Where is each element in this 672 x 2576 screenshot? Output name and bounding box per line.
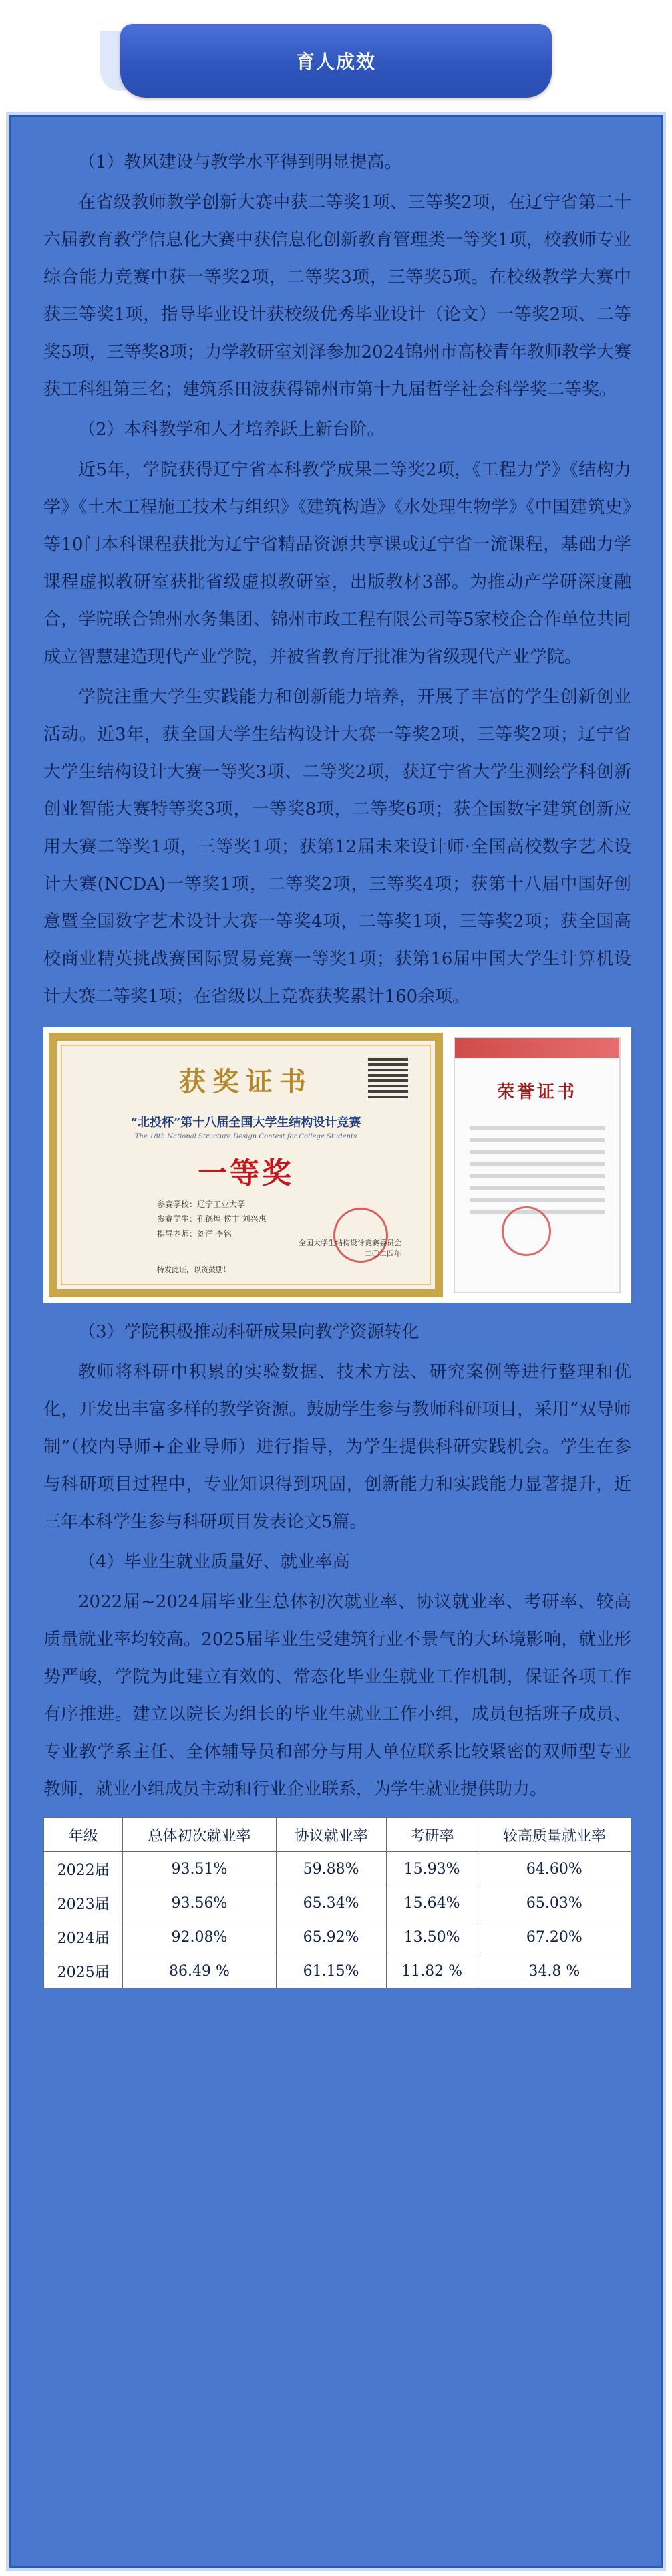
section-1-paragraph: 在省级教师教学创新大赛中获二等奖1项、三等奖2项，在辽宁省第二十六届教育教学信息化大赛中获信息化创新教育管理类一等奖1项，校教师专业综合能力竞赛中获一等奖2项，二等奖3项，三等奖5项。在校级教学大赛中获三等奖1项，指导毕业设计获校级优秀毕业设计（论文）一等奖2项、二等奖5项，三等奖8项；力学教研室刘泽参加2024锦州市高校青年教师教学大赛获工科组第三名；建筑系田波获得锦州市第十九届哲学社会科学奖二等奖。 (43, 192, 631, 400)
certificate-side-title: 荣誉证书 (496, 1082, 577, 1102)
certificate-side-band (455, 1038, 619, 1058)
table-cell: 13.50% (386, 1920, 478, 1954)
table-cell: 2023届 (44, 1886, 123, 1920)
section-1-heading: （1）教风建设与教学水平得到明显提高。 (78, 152, 402, 172)
table-row (44, 1886, 631, 1920)
table-cell: 92.08% (123, 1920, 276, 1954)
table-cell: 11.82 % (386, 1954, 478, 1988)
certificate-issuer (281, 1237, 401, 1259)
table-cell: 2025届 (44, 1954, 123, 1988)
table-cell: 65.92% (276, 1920, 386, 1954)
table-cell: 93.51% (123, 1852, 276, 1886)
section-4-heading: （4）毕业生就业质量好、就业率高 (78, 1552, 350, 1572)
table-row (44, 1954, 631, 1988)
table-header-cell: 较高质量就业率 (478, 1818, 631, 1852)
table-cell: 59.88% (276, 1852, 386, 1886)
table-cell: 34.8 % (478, 1954, 631, 1988)
certificate-side (454, 1037, 621, 1293)
content-body (43, 144, 631, 1988)
certificate-competition-en: The 18th National Structure Design Contest for College Students (134, 1133, 357, 1140)
table-header-cell: 年级 (44, 1818, 123, 1852)
section-2-heading: （2）本科教学和人才培养跃上新台阶。 (78, 420, 385, 440)
employment-table (43, 1817, 631, 1988)
certificate-date: 二〇二四年 (365, 1249, 401, 1258)
content-panel (9, 115, 663, 2568)
table-cell: 93.56% (123, 1886, 276, 1920)
page-title: 育人成效 (295, 51, 376, 73)
certificate-note: 特发此证，以资鼓励！ (157, 1265, 230, 1274)
section-3-paragraph: 教师将科研中积累的实验数据、技术方法、研究案例等进行整理和优化，开发出丰富多样的教学资源。鼓励学生参与教师科研项目，采用“双导师制”（校内导师+企业导师）进行指导，为学生提供科研实践机会。学生在参与科研项目过程中，专业知识得到巩固，创新能力和实践能力显著提升，近三年本科学生参与科研项目发表论文5篇。 (43, 1362, 631, 1532)
section-4-paragraph: 2022届~2024届毕业生总体初次就业率、协议就业率、考研率、较高质量就业率均较高。2025届毕业生受建筑行业不景气的大环境影响，就业形势严峻，学院为此建立有效的、常态化毕业生就业工作机制，保证各项工作有序推进。建立以院长为组长的毕业生就业工作小组，成员包括班子成员、专业教学系主任、全体辅导员和部分与用人单位联系比较紧密的双师型专业教师，就业小组成员主动和行业企业联系，为学生就业提供助力。 (43, 1592, 631, 1799)
section-3-heading: （3）学院积极推动科研成果向教学资源转化 (78, 1322, 419, 1342)
certificate-main (49, 1033, 443, 1297)
table-row (44, 1852, 631, 1886)
table-cell: 61.15% (276, 1954, 386, 1988)
table-cell: 2022届 (44, 1852, 123, 1886)
table-cell: 65.03% (478, 1886, 631, 1920)
table-cell: 15.64% (386, 1886, 478, 1920)
table-header-row (44, 1818, 631, 1852)
seal-stamp-icon (502, 1206, 551, 1256)
table-cell: 65.34% (276, 1886, 386, 1920)
table-cell: 15.93% (386, 1852, 478, 1886)
table-cell: 64.60% (478, 1852, 631, 1886)
award-certificates-photo (43, 1027, 631, 1303)
title-banner (120, 24, 552, 98)
certificate-school: 参赛学校：辽宁工业大学 (157, 1200, 246, 1209)
certificate-issuer-name: 全国大学生结构设计竞赛委员会 (299, 1239, 401, 1247)
table-cell: 67.20% (478, 1920, 631, 1954)
table-header-cell: 考研率 (386, 1818, 478, 1852)
certificate-teacher: 指导老师：刘洋 李铭 (157, 1229, 232, 1239)
table-header-cell: 协议就业率 (276, 1818, 386, 1852)
section-2-paragraph-2: 学院注重大学生实践能力和创新能力培养，开展了丰富的学生创新创业活动。近3年，获全国大学生结构设计大赛一等奖2项，三等奖2项；辽宁省大学生结构设计大赛一等奖3项、二等奖2项，获辽宁省大学生测绘学科创新创业智能大赛特等奖3项，一等奖8项，二等奖6项；获全国数字建筑创新应用大赛二等奖1项，三等奖1项；获第12届未来设计师·全国高校数字艺术设计大赛(NCDA)一等奖1项，二等奖2项，三等奖4项；获第十八届中国好创意暨全国数字艺术设计大赛一等奖4项，二等奖1项，三等奖2项；获全国高校商业精英挑战赛国际贸易竞赛一等奖1项；获第16届中国大学生计算机设计大赛二等奖1项；在省级以上竞赛获奖累计160余项。 (43, 687, 631, 1007)
table-header-cell: 总体初次就业率 (123, 1818, 276, 1852)
certificate-competition: “北投杯”第十八届全国大学生结构设计竞赛 (130, 1116, 361, 1130)
certificate-side-text-lines (470, 1118, 605, 1222)
table-cell: 2024届 (44, 1920, 123, 1954)
table-row (44, 1920, 631, 1954)
table-cell: 86.49 % (123, 1954, 276, 1988)
certificate-award: 一等奖 (198, 1156, 294, 1190)
certificate-team: 参赛学生：孔德煌 侯丰 刘兴惠 (157, 1214, 267, 1224)
section-2-paragraph-1: 近5年，学院获得辽宁省本科教学成果二等奖2项，《工程力学》《结构力学》《土木工程施工技术与组织》《建筑构造》《水处理生物学》《中国建筑史》等10门本科课程获批为辽宁省精品资源共享课或辽宁省一流课程，基础力学课程虚拟教研室获批省级虚拟教研室，出版教材3部。为推动产学研深度融合，学院联合锦州水务集团、锦州市政工程有限公司等5家校企合作单位共同成立智慧建造现代产业学院，并被省教育厅批准为省级现代产业学院。 (43, 460, 631, 667)
certificate-title: 获奖证书 (179, 1066, 313, 1098)
